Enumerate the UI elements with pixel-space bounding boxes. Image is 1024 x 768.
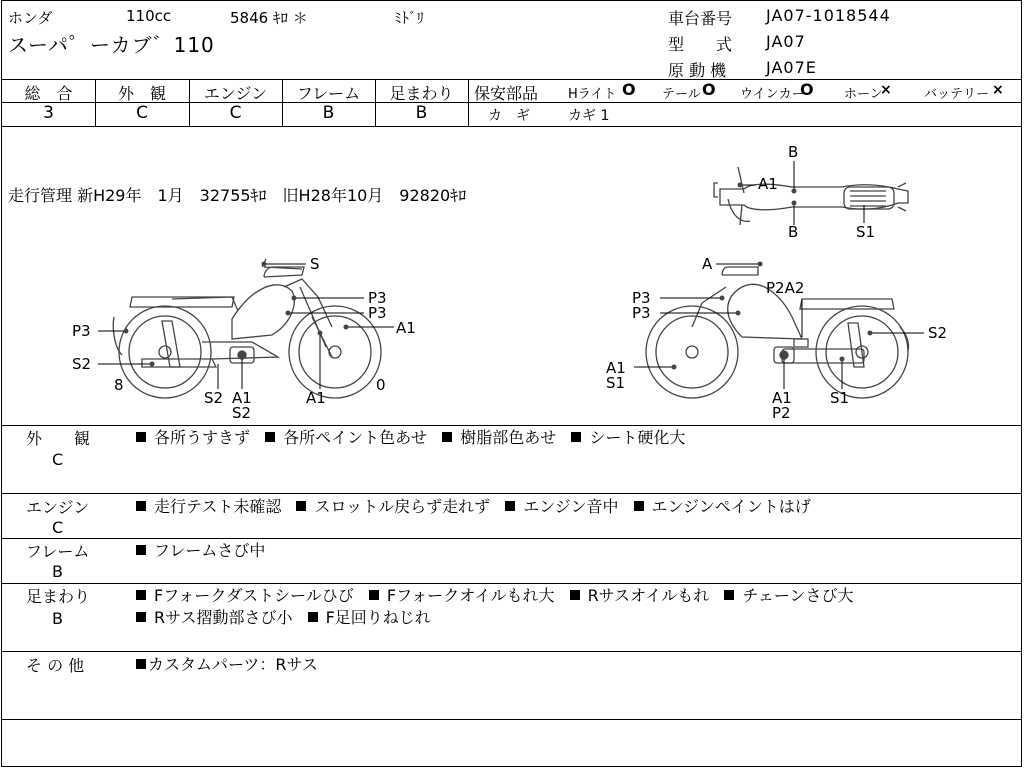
suspension-rating-value: B xyxy=(415,103,428,123)
left-0-label: 0 xyxy=(376,376,386,394)
top-view-scooter-icon xyxy=(714,167,908,225)
right-a1b-label: A1 xyxy=(772,389,792,407)
headlight-label: Hライト xyxy=(568,87,617,102)
right-p3a-label: P3 xyxy=(632,289,651,307)
engine-notes-label: エンジン xyxy=(26,498,90,517)
headlight-mark: O xyxy=(622,80,636,99)
left-s2-bottom2-label: S2 xyxy=(232,404,252,422)
engine-notes-grade: C xyxy=(52,518,64,537)
damage-diagram xyxy=(2,127,1021,425)
left-a1-bottom-label: A1 xyxy=(232,389,252,407)
battery-mark: × xyxy=(992,82,1004,98)
top-s1-label: S1 xyxy=(856,223,876,241)
displacement: 110cc xyxy=(126,7,172,25)
travel-management: 走行管理 新H29年 1月 32755ｷﾛ 旧H28年10月 92820ｷﾛ xyxy=(8,186,467,205)
right-p2-label: P2 xyxy=(772,404,791,422)
left-p3-label: P3 xyxy=(72,322,91,340)
horn-mark: × xyxy=(880,82,892,98)
top-a1-label: A1 xyxy=(758,175,778,193)
suspension-notes-grade: B xyxy=(52,609,63,628)
frame-notes-label: フレーム xyxy=(26,542,90,561)
left-s-label: S xyxy=(310,255,320,273)
model-label: 型 式 xyxy=(668,35,733,54)
horn-label: ホーン xyxy=(844,87,883,102)
top-b-label: B xyxy=(788,143,799,161)
exterior-notes-label: 外 観 xyxy=(26,429,91,448)
note-item: シート硬化大 xyxy=(589,428,686,447)
tail-label: テール xyxy=(662,87,701,102)
overall-label: 総 合 xyxy=(24,84,73,103)
frame-rating-value: B xyxy=(322,103,335,123)
mileage: 5846 ｷﾛ ＊ xyxy=(230,9,308,27)
engine-notes xyxy=(136,496,1012,518)
frame-notes xyxy=(136,540,1012,562)
right-a1-label: A1 xyxy=(606,359,626,377)
note-item: Rサス摺動部さび小 xyxy=(154,608,293,627)
color: ﾐﾄﾞﾘ xyxy=(394,9,425,27)
right-s1b-label: S1 xyxy=(830,389,850,407)
note-item: 各所ペイント色あせ xyxy=(283,428,428,447)
note-item: 走行テスト未確認 xyxy=(154,497,282,516)
exterior-notes-grade: C xyxy=(52,450,64,469)
suspension-notes-label: 足まわり xyxy=(26,587,91,606)
right-p3b-label: P3 xyxy=(632,304,651,322)
tail-mark: O xyxy=(702,80,716,99)
left-8-label: 8 xyxy=(114,376,124,394)
exterior-label: 外 観 xyxy=(117,84,166,103)
note-item: 各所うすきず xyxy=(154,428,251,447)
left-a1-right-label: A1 xyxy=(396,319,416,337)
note-item: Rサスオイルもれ xyxy=(587,586,710,605)
top-b-bottom-label: B xyxy=(788,223,799,241)
key-label: カ ギ xyxy=(488,108,530,124)
note-item: F足回りねじれ xyxy=(325,608,431,627)
divider xyxy=(2,79,1021,80)
battery-label: バッテリー xyxy=(924,87,990,102)
engine-rating-label: エンジン xyxy=(203,84,268,103)
inspection-sheet xyxy=(1,0,1022,767)
engine-label: 原 動 機 xyxy=(668,61,727,80)
frame-no-label: 車台番号 xyxy=(668,9,733,28)
left-s2-bottom-label: S2 xyxy=(204,389,224,407)
note-item: Fフォークダストシールひび xyxy=(154,586,354,605)
key-value: カギ 1 xyxy=(568,108,610,124)
engine-value: JA07E xyxy=(766,58,817,77)
note-item: 樹脂部色あせ xyxy=(460,428,557,447)
note-item: スロットル戻らず走れず xyxy=(314,497,491,516)
left-p3b-label: P3 xyxy=(368,304,387,322)
overall-value: 3 xyxy=(43,103,54,123)
exterior-notes xyxy=(136,427,1012,449)
frame-no-value: JA07-1018544 xyxy=(766,6,891,25)
note-item: Fフォークオイルもれ大 xyxy=(386,586,555,605)
left-side-scooter-icon xyxy=(113,259,381,398)
note-item: チェーンさび大 xyxy=(742,586,854,605)
model-name: スーパ゜ーカブ゛110 xyxy=(8,33,215,57)
exterior-value: C xyxy=(136,103,148,123)
frame-notes-grade: B xyxy=(52,562,63,581)
right-a-label: A xyxy=(702,255,713,273)
safety-label: 保安部品 xyxy=(474,84,539,103)
right-s1-label: S1 xyxy=(606,374,626,392)
left-p3a-label: P3 xyxy=(368,289,387,307)
left-s2-label: S2 xyxy=(72,355,92,373)
other-notes-label: そ の 他 xyxy=(26,656,85,675)
right-p2a2-label: P2A2 xyxy=(766,279,805,297)
winker-label: ウインカー xyxy=(740,87,805,102)
right-s2-label: S2 xyxy=(928,324,948,342)
note-item: カスタムパーツ：Rサス xyxy=(148,655,318,674)
note-item: エンジン音中 xyxy=(523,497,619,516)
note-item: フレームさび中 xyxy=(154,541,266,560)
other-notes xyxy=(136,654,1012,676)
model-value: JA07 xyxy=(766,32,806,51)
suspension-notes xyxy=(136,585,1012,629)
frame-rating-label: フレーム xyxy=(296,84,361,103)
engine-rating-value: C xyxy=(229,103,242,123)
suspension-rating-label: 足まわり xyxy=(389,84,454,103)
left-a1-mid-label: A1 xyxy=(306,389,326,407)
note-item: エンジンペイントはげ xyxy=(651,497,811,516)
maker: ホンダ xyxy=(8,9,53,27)
winker-mark: O xyxy=(800,80,814,99)
